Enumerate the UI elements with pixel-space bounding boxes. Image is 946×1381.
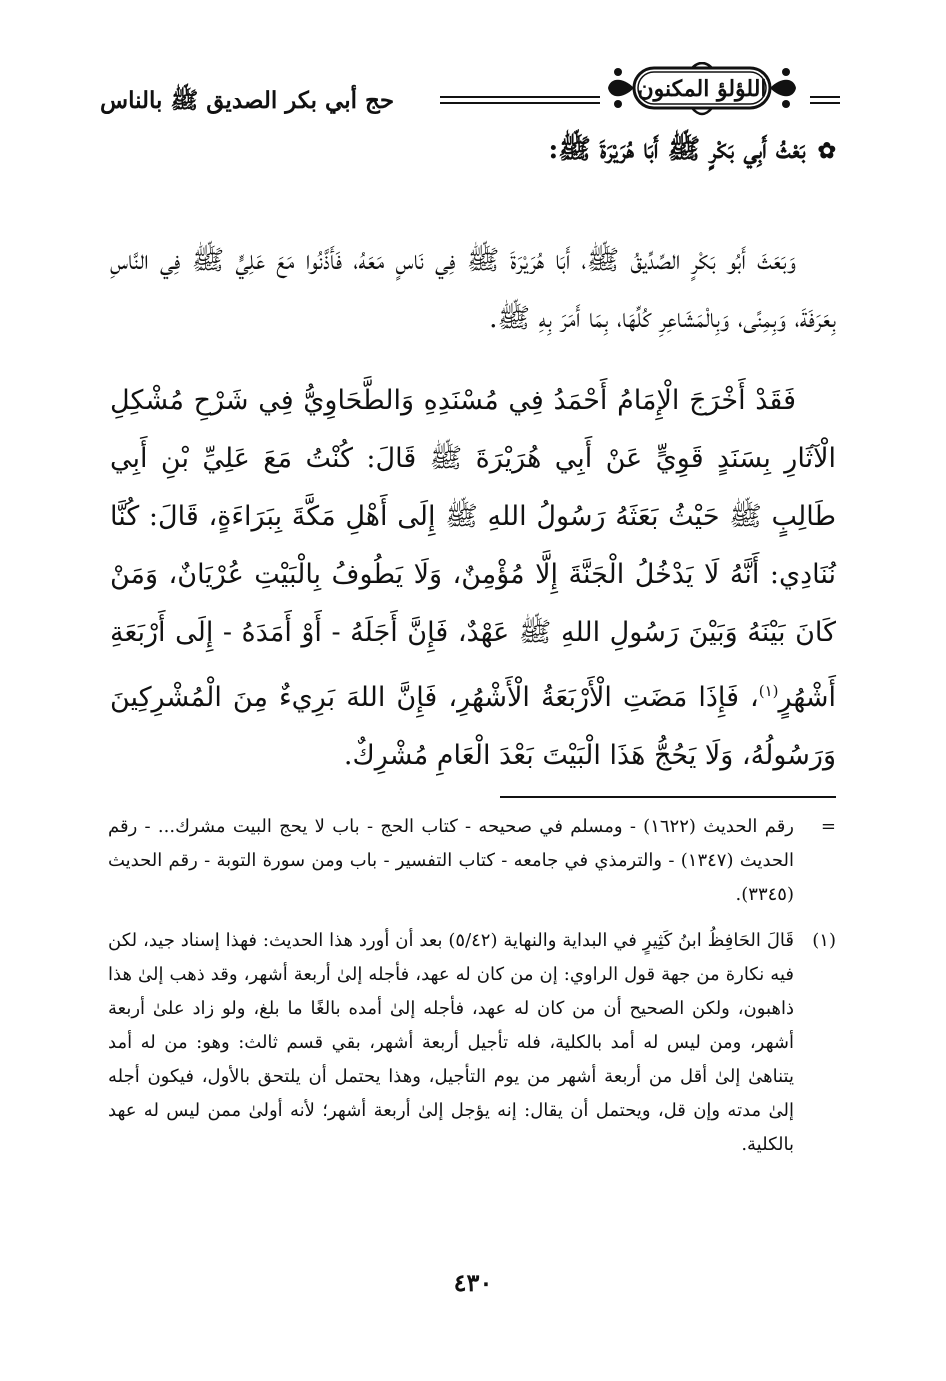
footnote-text: رقم الحديث (١٦٢٢) - ومسلم في صحيحه - كتاب الحج - باب لا يحج البيت مشرك... - رقم الحديث (١٣٤٧) - والترمذي في جامعه - كتاب التفسير - باب ومن سورة التوبة - رقم الحديث (٣٣٤٥). [108,816,794,905]
paragraph-1: وَبَعَثَ أَبُو بَكْرٍ الصِّدِّيقُ ﷺ، أَبَا هُرَيْرَةَ ﷺ فِي نَاسٍ مَعَهُ، فَأَذَّنُوا مَعَ عَلِيٍّ ﷺ فِي النَّاسِ بِعَرَفَةَ، وَبِمِنًى، وَبِالْمَشَاعِرِ كُلِّهَا، بِمَا أَمَرَ بِهِ ﷺ. [110,245,836,334]
section-heading [548,132,836,172]
paragraph-2-text: فَقَدْ أَخْرَجَ الْإِمَامُ أَحْمَدُ فِي مُسْنَدِهِ وَالطَّحَاوِيُّ فِي شَرْحِ مُشْكِلِ الْآثَارِ بِسَنَدٍ قَوِيٍّ عَنْ أَبِي هُرَيْرَةَ ﷺ قَالَ: كُنْتُ مَعَ عَلِيِّ بْنِ أَبِي طَالِبٍ ﷺ حَيْثُ بَعَثَهُ رَسُولُ اللهِ ﷺ إِلَى أَهْلِ مَكَّةَ بِبَرَاءَةٍ، قَالَ: كُنَّا نُنَادِي: أَنَّهُ لَا يَدْخُلُ الْجَنَّةَ إِلَّا مُؤْمِنٌ، وَلَا يَطُوفُ بِالْبَيْتِ عُرْيَانٌ، وَمَنْ كَانَ بَيْنَهُ وَبَيْنَ رَسُولِ اللهِ ﷺ عَهْدٌ، فَإِنَّ أَجَلَهُ - أَوْ أَمَدَهُ - إِلَى أَرْبَعَةِ أَشْهُرٍ [110,385,836,713]
paragraph-2 [110,372,836,785]
header-rule-right [810,96,840,104]
flower-icon: ✿ [817,137,836,164]
book-title: اللؤلؤ المكنون [637,76,767,102]
footnote-reference[interactable]: (١) [758,682,779,700]
footnote-mark: (١) [812,930,836,951]
page-number: ٤٣٠ [453,1268,493,1297]
header-rule-left [440,96,600,104]
paragraph-2-tail: ، فَإِذَا مَضَتِ الْأَرْبَعَةُ الْأَشْهُرِ، فَإِنَّ اللهَ بَرِيءٌ مِنَ الْمُشْرِكِينَ وَرَسُولُهُ، وَلَا يَحُجُّ هَذَا الْبَيْتَ بَعْدَ الْعَامِ مُشْرِكٌ. [110,682,836,771]
ornament-frame-icon [604,62,800,122]
footnote-1 [108,924,836,1162]
chapter-title: حج أبي بكر الصديق ﷺ بالناس [100,87,395,114]
footnote-separator [500,796,836,798]
footnotes [108,810,836,1162]
footnote-mark: = [820,816,836,837]
running-header [100,52,840,122]
footnote-text: قَالَ الحَافِظُ ابنُ كَثِيرٍ في البداية والنهاية (٥/٤٢) بعد أن أورد هذا الحديث: فهذا إسناد جيد، لكن فيه نكارة من جهة قول الراوي: إن من كان له عهد، فأجله إلىٰ أربعة أشهر، وقد ذهب إلىٰ هذا ذاهبون، ولكن الصحيح أن من كان له عهد، فأجله إلىٰ أمده بالغًا ما بلغ، ولو زاد علىٰ أربعة أشهر، ومن ليس له أمد بالكلية، فله تأجيل أربعة أشهر، بقي قسم ثالث: وهو: من له أمد يتناهىٰ إلىٰ أقل من أربعة أشهر من يوم التأجيل، وهذا يحتمل أن يلتحق بالأول، فيكون أجله إلىٰ مدته وإن قل، ويحتمل أن يقال: إنه يؤجل إلىٰ أربعة أشهر؛ لأنه أولىٰ ممن ليس له عهد بالكلية. [108,930,794,1155]
footnote-continuation [108,810,836,912]
section-title: بَعْثُ أَبِي بَكْرٍ ﷺ أَبَا هُرَيْرَةَ ﷺ: [548,134,806,165]
